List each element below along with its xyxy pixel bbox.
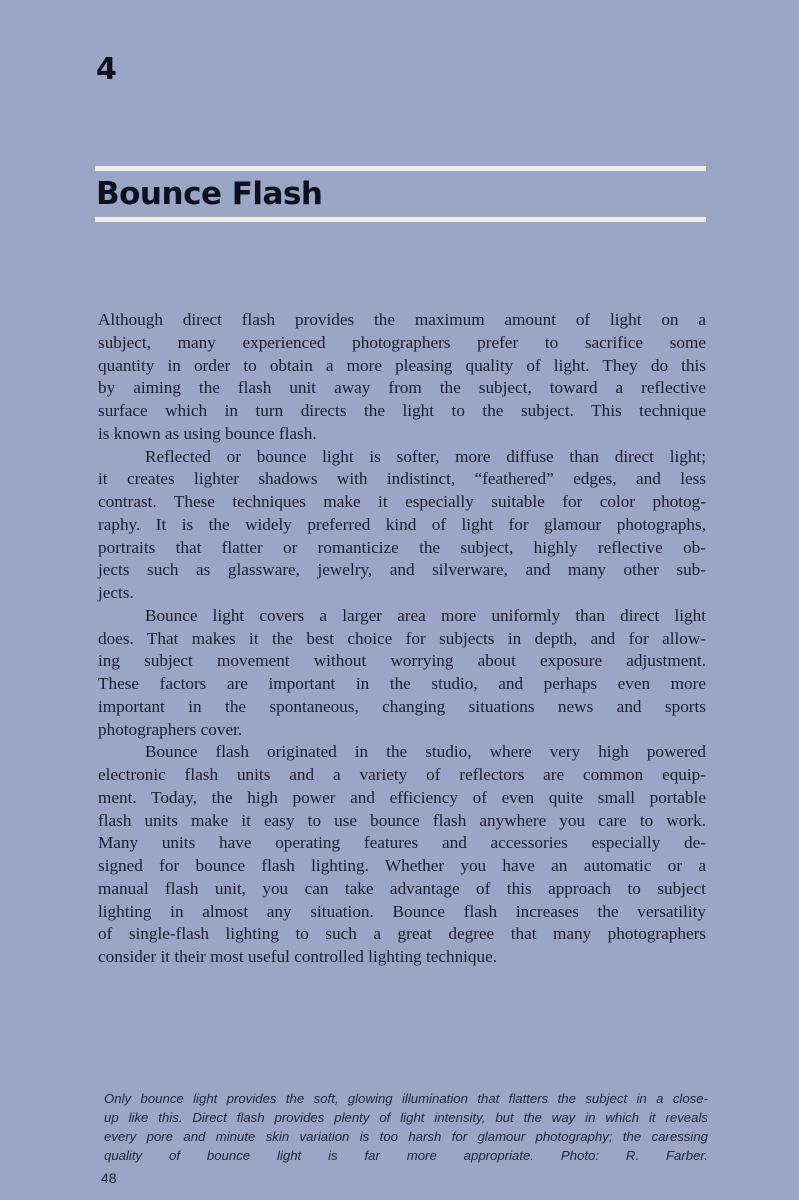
text-line: signed for bounce flash lighting. Whether you have an automatic or a [98,856,706,875]
text-line: it creates lighter shadows with indistinct, “feathered” edges, and less [98,469,706,489]
body-text [98,309,706,969]
page-title: Bounce Flash [96,176,323,212]
text-line: Bounce flash originated in the studio, where very high powered [145,742,706,762]
caption-line: Only bounce light provides the soft, glowing illumination that flatters the subject in a close- [104,1091,708,1106]
text-line: surface which in turn directs the light to the subject. This technique [98,401,706,420]
caption-line: every pore and minute skin variation is too harsh for glamour photography; the caressing [104,1129,708,1144]
text-line: jects such as glassware, jewelry, and silverware, and many other sub- [98,560,706,580]
text-line: Reflected or bounce light is softer, more diffuse than direct light; [145,446,706,466]
text-line: by aiming the flash unit away from the subject, toward a reflective [98,378,706,398]
text-line: quantity in order to obtain a more pleasing quality of light. They do this [98,355,706,375]
text-line: photographers cover. [98,719,243,739]
title-rule-bottom [95,217,706,222]
paragraph [98,446,706,605]
text-line: contrast. These techniques make it especially suitable for color photog- [98,492,706,511]
chapter-number: 4 [96,52,117,87]
text-line: jects. [98,583,134,602]
text-line: flash units make it easy to use bounce flash anywhere you care to work. [98,810,706,830]
caption-line: up like this. Direct flash provides plenty of light intensity, but the way in which it reveals [104,1110,708,1125]
caption-line: quality of bounce light is far more appropriate. Photo: R. Farber. [104,1148,708,1163]
text-line: Bounce light covers a larger area more uniformly than direct light [145,605,706,625]
text-line: is known as using bounce flash. [98,423,317,443]
photo-caption [104,1089,708,1165]
text-line: These factors are important in the studio, and perhaps even more [98,674,706,693]
text-line: raphy. It is the widely preferred kind of light for glamour photographs, [98,514,706,534]
title-rule-top [95,166,706,171]
page-number: 48 [101,1170,117,1186]
text-line: consider it their most useful controlled lighting technique. [98,947,498,966]
paragraph [98,741,706,969]
text-line: ment. Today, the high power and efficiency of even quite small portable [98,787,706,807]
text-line: electronic flash units and a variety of reflectors are common equip- [98,765,706,784]
text-line: of single-flash lighting to such a great degree that many photographers [98,924,706,944]
text-line: ing subject movement without worrying about exposure adjustment. [98,651,706,671]
text-line: lighting in almost any situation. Bounce flash increases the versatility [98,901,706,921]
text-line: portraits that flatter or romanticize the subject, highly reflective ob- [98,537,706,557]
text-line: manual flash unit, you can take advantage of this approach to subject [98,878,706,898]
text-line: Many units have operating features and accessories especially de- [98,833,706,853]
text-line: does. That makes it the best choice for subjects in depth, and for allow- [98,628,706,648]
text-line: Although direct flash provides the maximum amount of light on a [98,310,706,329]
text-line: subject, many experienced photographers prefer to sacrifice some [98,332,706,352]
text-line: important in the spontaneous, changing situations news and sports [98,696,706,716]
paragraph [98,309,706,446]
paragraph [98,605,706,742]
